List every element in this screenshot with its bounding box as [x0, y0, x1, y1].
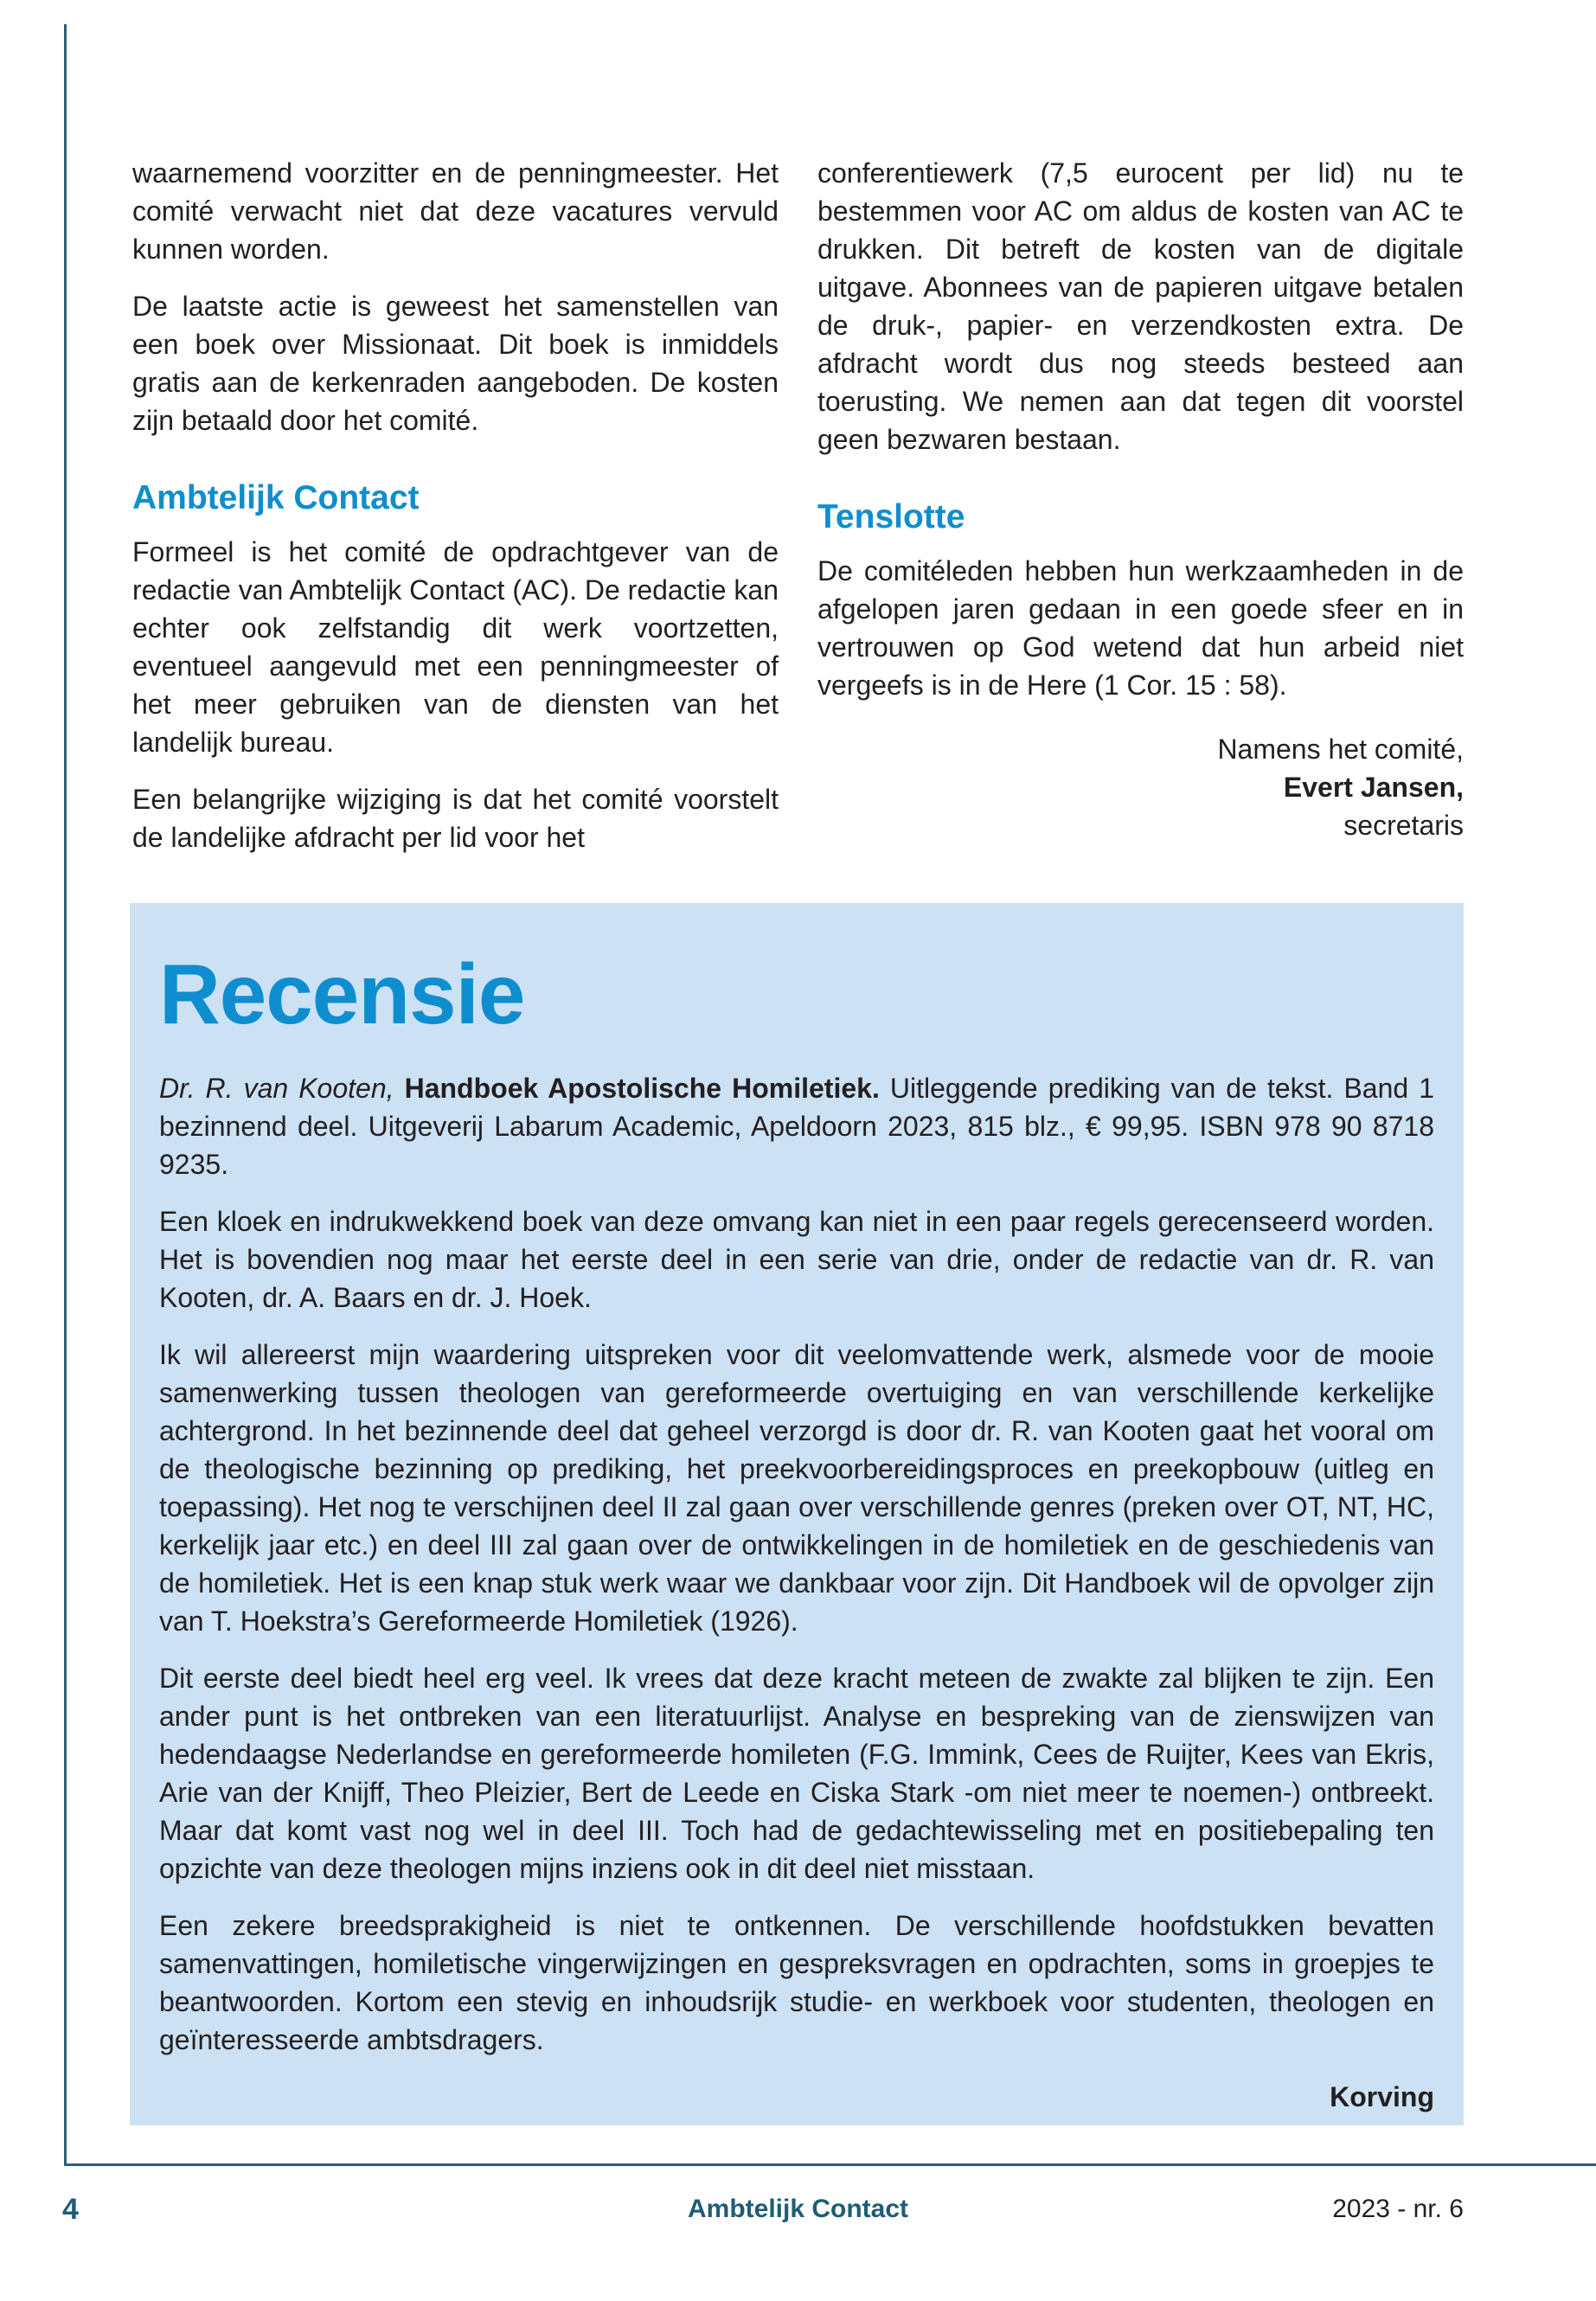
right-column [817, 154, 1464, 844]
magazine-name: Ambtelijk Contact [687, 2195, 909, 2223]
book-title: Handboek Apostolische Homiletiek. [404, 1073, 880, 1104]
review-title: Recensie [159, 946, 525, 1042]
left-margin-rule [64, 24, 67, 2166]
right-paragraph-1: conferentiewerk (7,5 eurocent per lid) nu te bestemmen voor AC om aldus de kosten van AC te drukken. Dit betreft de kosten van de digitale uitgave. Abonnees van de papieren uitgave betalen de druk-, papier- en verzendkosten extra. De afdracht wordt dus nog steeds besteed aan toerusting. We nemen aan dat tegen dit voorstel geen bezwaren bestaan. [817, 157, 1464, 455]
book-details: Uitleggende prediking van de tekst. Band 1 bezinnend deel. Uitgeverij Labarum Academic, Apeldoorn 2023, 815 blz., € 99,95. ISBN 978 90 8718 9235. [159, 1073, 1435, 1180]
review-paragraph-1: Een kloek en indrukwekkend boek van deze omvang kan niet in een paar regels gerecenseerd worden. Het is bovendien nog maar het eerste deel in een serie van drie, onder de redactie van dr. R. van Kooten, dr. A. Baars en dr. J. Hoek. [159, 1206, 1434, 1313]
section-heading-ambtelijk-contact: Ambtelijk Contact [132, 479, 420, 516]
left-paragraph-2: De laatste actie is geweest het samenstellen van een boek over Missionaat. Dit boek is inmiddels gratis aan de kerkenraden aangeboden. De kosten zijn betaald door het comité. [132, 291, 779, 436]
signature-block [817, 730, 1464, 844]
left-column [132, 154, 779, 875]
footer-rule [64, 2163, 1596, 2166]
page-number: 4 [62, 2193, 79, 2226]
review-paragraph-4: Een zekere breedsprakigheid is niet te ontkennen. De verschillende hoofdstukken bevatten samenvattingen, homiletische vingerwijzingen en gespreksvragen en opdrachten, soms in groepjes te beantwoorden. Kortom een stevig en inhoudsrijk studie- en werkboek voor studenten, theologen en geïnteresseerde ambtsdragers. [159, 1910, 1434, 2055]
section-heading-tenslotte: Tenslotte [817, 498, 965, 535]
review-paragraph-2: Ik wil allereerst mijn waardering uitspreken voor dit veelomvattende werk, alsmede voor de mooie samenwerking tussen theologen van gereformeerde overtuiging en van verschillende kerkelijke achtergrond. In het bezinnende deel dat geheel verzorgd is door dr. R. van Kooten gaat het vooral om de theologische bezinning op prediking, het preekvoorbereidingsproces en preekopbouw (uitleg en toepassing). Het nog te verschijnen deel II zal gaan over verschillende genres (preken over OT, NT, HC, kerkelijk jaar etc.) en deel III zal gaan over de ontwikkelingen in de homiletiek en de geschiedenis van de homiletiek. Het is een knap stuk werk waar we dankbaar voor zijn. Dit Handboek wil de opvolger zijn van T. Hoekstra’s Gereformeerde Homiletiek (1926). [159, 1339, 1434, 1637]
reviewer-name: Korving [1330, 2081, 1434, 2112]
book-citation [159, 1069, 1434, 1183]
review-box [130, 903, 1464, 2125]
left-paragraph-1: waarnemend voorzitter en de penningmeester. Het comité verwacht niet dat deze vacatures vervuld kunnen worden. [132, 157, 779, 265]
signature-line: Namens het comité, [1217, 734, 1464, 765]
book-author: Dr. R. van Kooten, [159, 1073, 394, 1104]
signature-name: Evert Jansen, [1283, 772, 1464, 803]
signature-role: secretaris [1343, 810, 1464, 841]
right-paragraph-2: De comitéleden hebben hun werkzaamheden in de afgelopen jaren gedaan in een goede sfeer en in vertrouwen op God wetend dat hun arbeid niet vergeefs is in de Here (1 Cor. 15 : 58). [817, 555, 1464, 701]
issue-number: 2023 - nr. 6 [1332, 2195, 1464, 2223]
review-paragraph-3: Dit eerste deel biedt heel erg veel. Ik vrees dat deze kracht meteen de zwakte zal blijken te zijn. Een ander punt is het ontbreken van een literatuurlijst. Analyse en bespreking van de zienswijzen van hedendaagse Nederlandse en gereformeerde homileten (F.G. Immink, Cees de Ruijter, Kees van Ekris, Arie van der Knijff, Theo Pleizier, Bert de Leede en Ciska Stark -om niet meer te noemen-) ontbreekt. Maar dat komt vast nog wel in deel III. Toch had de gedachtewisseling met en positiebepaling ten opzichte van deze theologen mijns inziens ook in dit deel niet misstaan. [159, 1663, 1434, 1884]
left-paragraph-3: Formeel is het comité de opdrachtgever van de redactie van Ambtelijk Contact (AC). De redactie kan echter ook zelfstandig dit werk voortzetten, eventueel aangevuld met een penningmeester of het meer gebruiken van de diensten van het landelijk bureau. [132, 536, 779, 758]
left-paragraph-4: Een belangrijke wijziging is dat het comité voorstelt de landelijke afdracht per lid voor het [132, 784, 779, 853]
